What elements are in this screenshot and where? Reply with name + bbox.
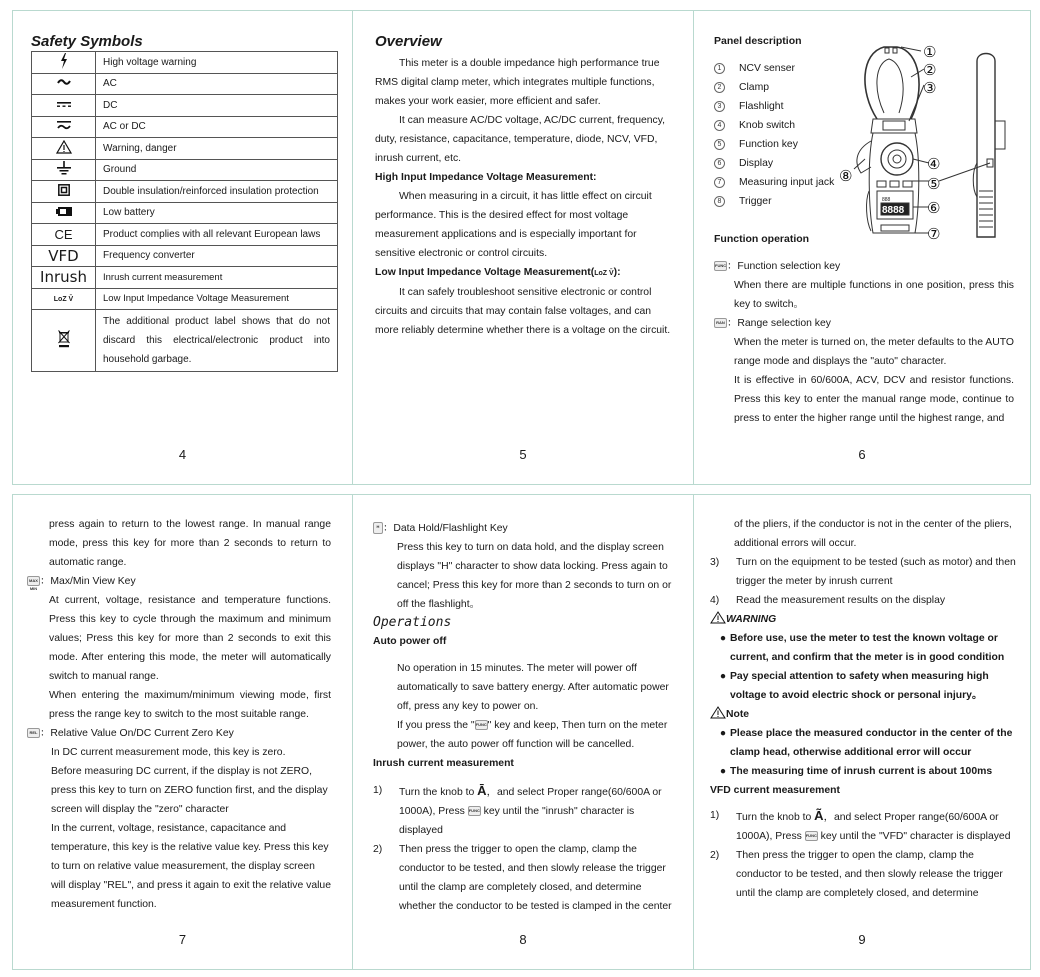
page-9 (693, 494, 1031, 970)
symbol-description: Frequency converter (96, 245, 338, 267)
clamp-meter-illustration (839, 41, 1024, 241)
page-number: 5 (519, 447, 527, 462)
func-key-icon: FUNC (475, 720, 488, 730)
high-voltage-icon (32, 52, 96, 74)
table-row (32, 310, 338, 372)
hold-key-icon: H (373, 522, 383, 534)
list-item: 1 NCV senser (714, 59, 834, 78)
safety-symbols-title: Safety Symbols (31, 33, 143, 50)
list-item: ● Before use, use the meter to test the known voltage or current, and confirm that the meter is in good condition (719, 633, 1005, 663)
symbol-description: DC (96, 95, 338, 117)
dc-ampere-icon: Ā (477, 783, 487, 798)
loz-voltage-icon: LoZ V̄ (32, 288, 96, 310)
list-item: 1) Turn the knob to Ā，and select Proper range(60/600A or 1000A), Press FUNC key until the "inrush" character is displayed (373, 783, 662, 836)
table-row (32, 116, 338, 138)
symbol-description: Warning, danger (96, 138, 338, 160)
overview-paragraph: It can measure AC/DC voltage, AC/DC current, frequency, duty, resistance, capacitance, temperature, diode, NCV, VFD, inrush current, etc. (375, 115, 666, 164)
page-7 (12, 494, 352, 970)
symbol-description: AC (96, 73, 338, 95)
range-key-continued: press again to return to the lowest range. In manual range mode, press this key for more than 2 seconds to return to automatic range. (49, 519, 331, 568)
symbol-description: Product complies with all relevant European laws (96, 224, 338, 246)
range-key-description: It is effective in 60/600A, ACV, DCV and resistor functions. Press this key to enter the manual range mode, continue to press to enter the higher range until the highest range, and (734, 375, 1014, 424)
page-number: 8 (519, 932, 527, 947)
list-item: 8 Trigger (714, 192, 834, 211)
list-item: 2) Then press the trigger to open the clamp, clamp the conductor to be tested, and then slowly release the trigger until the clamp are completely closed, and determine whether the conductor to be tested is clamped in the center (373, 844, 672, 912)
overview-paragraph: It can safely troubleshoot sensitive electronic or control circuits and circuits that may contain false voltages, and can more reliably determine whether there is a voltage on the circuit. (375, 287, 671, 336)
func-key-icon: FUNC (714, 261, 727, 271)
list-item: ● Pay special attention to safety when measuring high voltage to avoid electric shock or personal injury。 (719, 671, 989, 701)
list-item: 2 Clamp (714, 78, 834, 97)
section-heading: Low Input Impedance Voltage Measurement(LoZ V̄): (375, 267, 621, 278)
table-row (32, 52, 338, 74)
svg-text:8888: 8888 (882, 205, 905, 216)
panel-description-title: Panel description (714, 35, 802, 47)
page-number: 9 (858, 932, 866, 947)
warning-triangle-icon (32, 138, 96, 160)
symbol-description: Ground (96, 159, 338, 181)
callout-4: ④ (927, 155, 941, 173)
range-key-icon: RAN (714, 318, 727, 328)
auto-power-off-title: Auto power off (373, 636, 447, 647)
symbol-description: Double insulation/reinforced insulation protection (96, 181, 338, 203)
maxmin-key-icon: MAX MIN (27, 576, 40, 586)
page-8 (352, 494, 693, 970)
warning-heading: WARNING (710, 610, 1016, 629)
callout-3: ③ (923, 79, 937, 97)
maxmin-key-description: At current, voltage, resistance and temperature functions. Press this key to cycle through the maximum and minimum values; Press this key for more than 2 seconds to exit this mode. After entering this mode, the meter will automatically switch to manual range. (49, 595, 331, 682)
auto-power-off-description: No operation in 15 minutes. The meter will power off automatically to save battery energy. After automatic power off, press any key to power on. (397, 663, 669, 712)
list-item: 3) Turn on the equipment to be tested (such as motor) and then trigger the meter by inrush current (710, 557, 1016, 587)
symbol-description: High voltage warning (96, 52, 338, 74)
page-number: 4 (178, 447, 187, 462)
list-item: 7 Measuring input jack (714, 173, 834, 192)
page-5 (352, 10, 693, 485)
table-row (32, 73, 338, 95)
rel-key-icon: REL (27, 728, 40, 738)
list-item: 4 Knob switch (714, 116, 834, 135)
overview-paragraph: When measuring in a circuit, it has little effect on circuit performance. This is the desired effect for most voltage measurement applications and is especially important for sensitive electronic or control circuits. (375, 191, 652, 259)
double-insulation-icon (32, 181, 96, 203)
symbol-description: Low battery (96, 202, 338, 224)
operations-title: Operations (373, 615, 452, 630)
callout-7: ⑦ (927, 225, 941, 241)
warning-triangle-icon (710, 611, 726, 624)
callout-8: ⑧ (839, 167, 853, 185)
note-heading: Note (710, 705, 1016, 724)
range-key-heading: RAN ：Range selection key (714, 314, 1014, 333)
table-row (32, 224, 338, 246)
list-item: ● Please place the measured conductor in the center of the clamp head, otherwise additional error will occur (719, 728, 1013, 758)
ground-icon (32, 159, 96, 181)
inrush-title: Inrush current measurement (373, 758, 514, 769)
maxmin-key-description: When entering the maximum/minimum viewing mode, first press the range key to switch to the most suitable range. (49, 690, 331, 720)
dc-icon (32, 95, 96, 117)
ac-or-dc-icon (32, 116, 96, 138)
svg-text:888: 888 (882, 197, 891, 203)
hold-key-heading: H ：Data Hold/Flashlight Key (373, 519, 673, 538)
rel-key-description: In DC current measurement mode, this key is zero. (51, 747, 286, 758)
table-row (32, 202, 338, 224)
rel-key-description: In the current, voltage, resistance, capacitance and temperature, this key is the relative value key. Press this key to turn on relative value measurement, the display screen will display "REL", and press it again to exit the relative value measurement function. (51, 823, 331, 910)
vfd-icon: VFD (32, 245, 96, 267)
function-key-heading: FUNC：Function selection key (715, 261, 841, 272)
section-heading: High Input Impedance Voltage Measurement: (375, 172, 597, 183)
page-6 (693, 10, 1031, 485)
page-number: 6 (858, 447, 866, 462)
range-key-description: When the meter is turned on, the meter defaults to the AUTO range mode and displays the "auto" character. (734, 337, 1014, 367)
table-row (32, 138, 338, 160)
ac-ampere-icon: Ã (814, 808, 824, 823)
weee-bin-icon (32, 310, 96, 372)
step-continued: of the pliers, if the conductor is not in the center of the pliers, additional errors will occur. (734, 519, 1012, 549)
list-item: 1) Turn the knob to Ã，and select Proper range(60/600A or 1000A), Press FUNC key until the "VFD" character is displayed (710, 808, 1011, 842)
auto-power-off-description: If you press the "FUNC" key and keep, Then turn on the meter power, the auto power off function will be cancelled. (397, 720, 668, 750)
list-item: 2) Then press the trigger to open the clamp, clamp the conductor to be tested, and then slowly release the trigger until the clamp are completely closed, and determine (710, 850, 1003, 899)
panel-item-list (714, 59, 834, 211)
callout-2: ② (923, 61, 937, 79)
callout-1: ① (923, 43, 937, 61)
callout-5: ⑤ (927, 175, 941, 193)
maxmin-key-heading: MAX MIN：Max/Min View Key (27, 572, 331, 591)
vfd-title: VFD current measurement (710, 785, 840, 796)
symbol-description: Low Input Impedance Voltage Measurement (96, 288, 338, 310)
ce-mark-icon: CE (32, 224, 96, 246)
table-row (32, 267, 338, 289)
hold-key-description: Press this key to turn on data hold, and the display screen displays "H" character to show data locking. Press again to cancel; Press this key for more than 2 seconds to turn on or off the flashlight。 (397, 542, 672, 610)
page-number: 7 (178, 932, 187, 947)
table-row (32, 95, 338, 117)
table-row (32, 288, 338, 310)
function-operation-title: Function operation (714, 233, 810, 245)
list-item: 5 Function key (714, 135, 834, 154)
overview-paragraph: This meter is a double impedance high performance true RMS digital clamp meter, which integrates multiple functions, makes your work easier, more efficient and safer. (375, 58, 660, 107)
overview-title: Overview (375, 33, 442, 50)
callout-6: ⑥ (927, 199, 941, 217)
table-row (32, 245, 338, 267)
warning-triangle-icon (710, 706, 726, 719)
rel-key-description: Before measuring DC current, if the display is not ZERO, press this key to turn on ZERO function first, and the display screen will display the "zero" character (51, 766, 328, 815)
list-item: 3 Flashlight (714, 97, 834, 116)
inrush-icon: Inrush (32, 267, 96, 289)
symbol-description: The additional product label shows that do not discard this electrical/electronic product into household garbage. (96, 310, 338, 372)
func-key-icon: FUNC (468, 806, 481, 816)
rel-key-heading: REL ：Relative Value On/DC Current Zero Key (27, 724, 331, 743)
func-key-icon: FUNC (805, 831, 818, 841)
loz-voltage-icon: LoZ V̄ (594, 270, 614, 277)
low-battery-icon (32, 202, 96, 224)
ac-icon (32, 73, 96, 95)
table-row (32, 159, 338, 181)
page-4 (12, 10, 352, 485)
function-key-description: When there are multiple functions in one position, press this key to switch。 (734, 280, 1014, 310)
symbol-description: AC or DC (96, 116, 338, 138)
symbol-description: Inrush current measurement (96, 267, 338, 289)
list-item: ● The measuring time of inrush current is about 100ms (719, 766, 993, 777)
table-row (32, 181, 338, 203)
list-item: 4) Read the measurement results on the display (710, 595, 946, 606)
safety-symbols-table (31, 51, 338, 372)
list-item: 6 Display (714, 154, 834, 173)
